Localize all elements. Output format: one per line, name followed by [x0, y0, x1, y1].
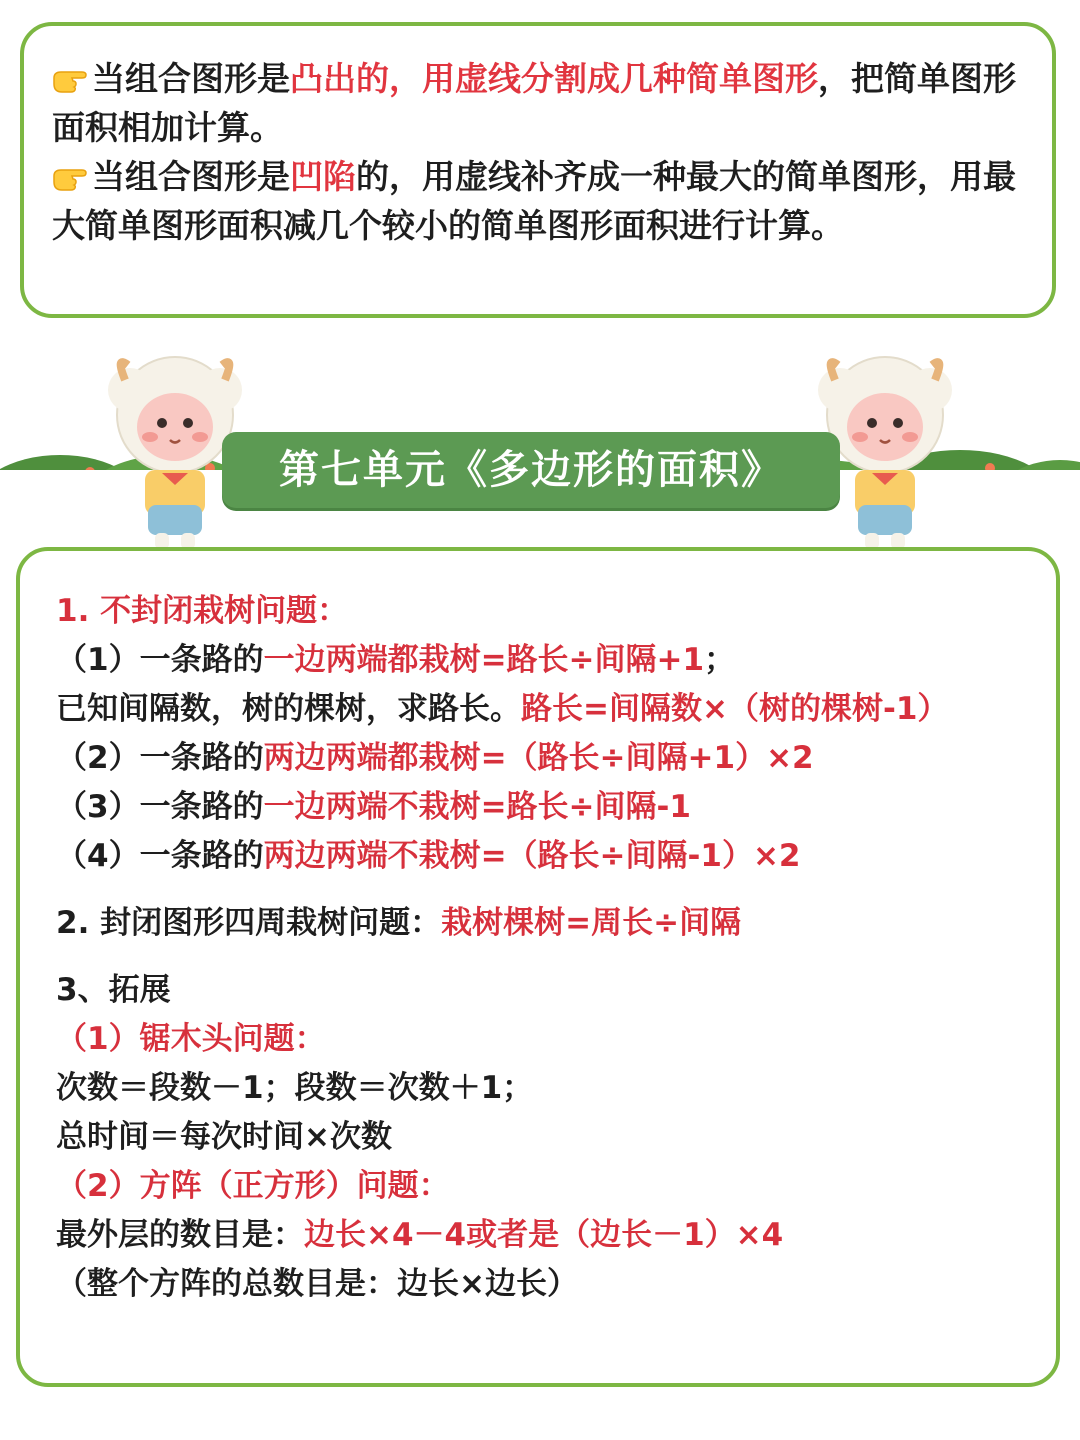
- list-item: [56, 832, 1036, 881]
- item-formula: 一边两端不栽树=路长÷间隔-1: [263, 789, 691, 825]
- item-formula: 边长×4－4或者是（边长－1）×4: [304, 1217, 784, 1253]
- intro-highlight: 凸出的，: [290, 59, 422, 98]
- intro-text: 当组合图形是: [92, 59, 290, 98]
- item-text: （3）一条路的: [56, 789, 264, 825]
- section-2-title: 2. 封闭图形四周栽树问题：: [56, 905, 442, 941]
- item-formula: 两边两端不栽树=（路长÷间隔-1）×2: [263, 838, 801, 874]
- subsection-title: （2）方阵（正方形）问题：: [56, 1168, 450, 1204]
- subsection-title: （1）锯木头问题：: [56, 1021, 326, 1057]
- list-item: [56, 636, 1036, 685]
- item-text: 最外层的数目是：: [56, 1217, 304, 1253]
- list-item: 总时间＝每次时间×次数: [56, 1119, 392, 1155]
- intro-text: 当组合图形是: [92, 157, 290, 196]
- section-1-title: 1. 不封闭栽树问题：: [56, 593, 349, 629]
- spacer: [56, 881, 1036, 899]
- list-item: （整个方阵的总数目是：边长×边长）: [56, 1266, 578, 1302]
- item-text: （2）一条路的: [56, 740, 264, 776]
- unit-title-banner: 第七单元《多边形的面积》: [222, 432, 840, 508]
- intro-text: 的，用虚线补齐成一种最大的简单图形，用最大简单图形面积减几个较小的简单图形面积进行计算。: [52, 157, 1016, 245]
- list-item: [56, 783, 1036, 832]
- list-item: [56, 734, 1036, 783]
- item-formula: 栽树棵树=周长÷间隔: [441, 905, 742, 941]
- spacer: [56, 948, 1036, 966]
- list-item: 次数＝段数－1；段数＝次数＋1；: [56, 1070, 534, 1106]
- item-formula: 路长=间隔数×（树的棵树-1）: [521, 691, 949, 727]
- item-formula: 一边两端都栽树=路长÷间隔+1: [263, 642, 705, 678]
- content-card: [16, 547, 1060, 1387]
- intro-highlight: 用虚线分割成几种简单图形: [422, 59, 818, 98]
- list-item: [56, 1211, 1036, 1260]
- item-text: （1）一条路的: [56, 642, 264, 678]
- intro-text: ，把简单图形面积相加计算。: [52, 59, 1016, 147]
- intro-highlight: 凹陷: [290, 157, 356, 196]
- section-2: [56, 899, 1036, 948]
- list-item: [56, 685, 1036, 734]
- section-3-title: 3、拓展: [56, 972, 171, 1008]
- item-formula: 两边两端都栽树=（路长÷间隔+1）×2: [263, 740, 814, 776]
- item-text: ；: [704, 642, 736, 678]
- item-text: （4）一条路的: [56, 838, 264, 874]
- item-text: 已知间隔数，树的棵树，求路长。: [56, 691, 521, 727]
